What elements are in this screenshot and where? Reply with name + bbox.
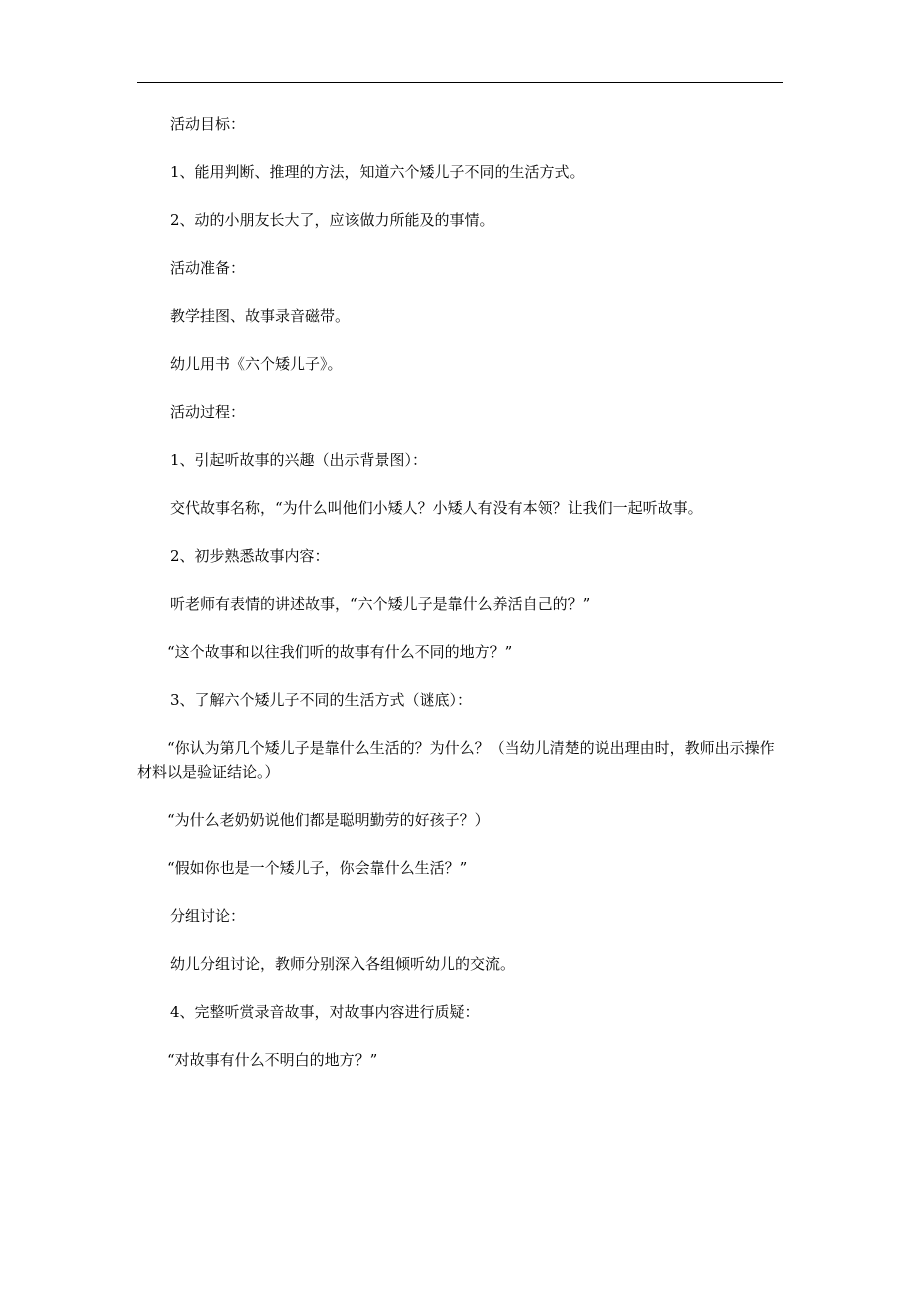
process-step-3-question-1: “你认为第几个矮儿子是靠什么生活的？为什么？（当幼儿清楚的说出理由时，教师出示操作材料以是验证结论。）: [137, 739, 775, 781]
goal-item-2: 2、动的小朋友长大了，应该做力所能及的事情。: [170, 211, 495, 229]
process-step-4: 4、完整听赏录音故事，对故事内容进行质疑：: [170, 1003, 480, 1021]
group-discussion-detail: 幼儿分组讨论，教师分别深入各组倾听幼儿的交流。: [170, 955, 516, 973]
preparation-item-2: 幼儿用书《六个矮儿子》。: [170, 355, 343, 373]
process-step-1-detail: 交代故事名称，“为什么叫他们小矮人？小矮人有没有本领？让我们一起听故事。: [170, 499, 703, 517]
process-step-2-question: “这个故事和以往我们听的故事有什么不同的地方？”: [167, 643, 513, 661]
process-step-3-question-2: “为什么老奶奶说他们都是聪明勤劳的好孩子？）: [167, 811, 490, 829]
process-step-2-detail: 听老师有表情的讲述故事，“六个矮儿子是靠什么养活自己的？”: [170, 595, 591, 613]
process-step-3: 3、了解六个矮儿子不同的生活方式（谜底）：: [170, 691, 473, 709]
header-rule: [137, 82, 783, 83]
heading-activity-preparation: 活动准备：: [170, 259, 246, 277]
heading-activity-process: 活动过程：: [170, 403, 246, 421]
goal-item-1: 1、能用判断、推理的方法，知道六个矮儿子不同的生活方式。: [170, 163, 585, 181]
process-step-3-question-3: “假如你也是一个矮儿子，你会靠什么生活？”: [167, 859, 468, 877]
heading-activity-goals: 活动目标：: [170, 115, 246, 133]
heading-group-discussion: 分组讨论：: [170, 907, 246, 925]
process-step-1: 1、引起听故事的兴趣（出示背景图）：: [170, 451, 428, 469]
document-body: [137, 112, 783, 1096]
process-step-4-question: “对故事有什么不明白的地方？”: [167, 1051, 378, 1069]
preparation-item-1: 教学挂图、故事录音磁带。: [170, 307, 351, 325]
process-step-2: 2、初步熟悉故事内容：: [170, 547, 330, 565]
